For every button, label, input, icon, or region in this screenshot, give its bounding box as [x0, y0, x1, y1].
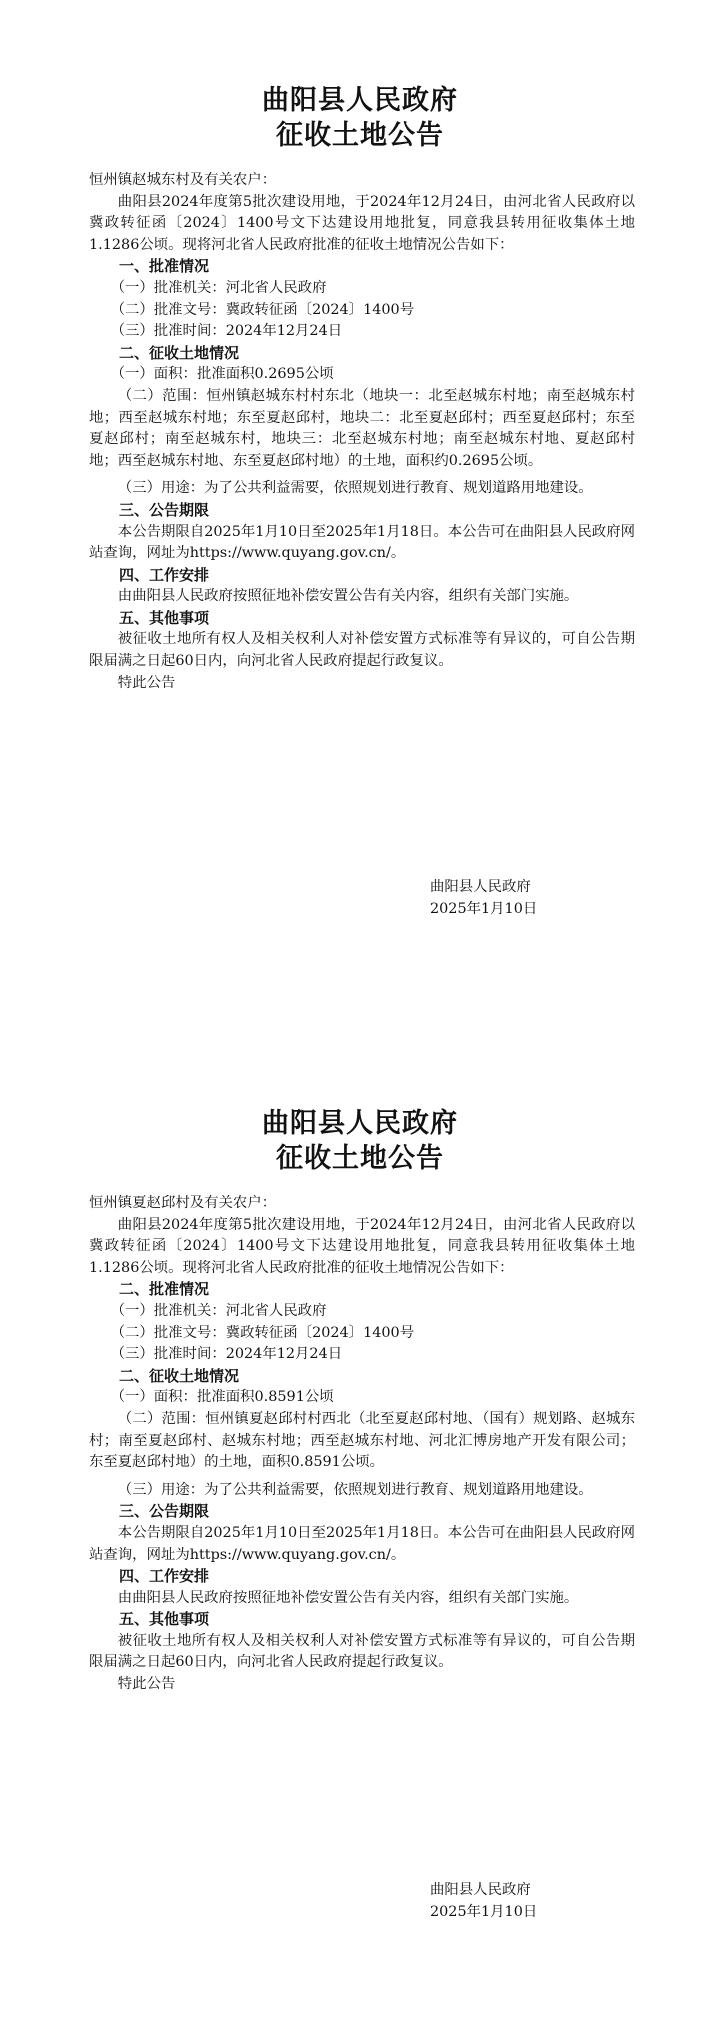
intro-paragraph: 曲阳县2024年度第5批次建设用地，于2024年12月24日，由河北省人民政府以冀政转征函〔2024〕1400号文下达建设用地批复，同意我县转用征收集体土地1.1286公顷。现将河北省人民政府批准的征收土地情况公告如下： [89, 1216, 635, 1276]
other-matters-text: 被征收土地所有权人及相关权利人对补偿安置方式标准等有异议的，可自公告期限届满之日起60日内，向河北省人民政府提起行政复议。 [89, 631, 635, 670]
section-heading: 二、征收土地情况 [119, 1366, 240, 1385]
land-scope: （二）范围：恒州镇赵城东村村东北（地块一：北至赵城东村地；南至赵城东村地；西至赵城东村地；东至夏赵邱村，地块二：北至夏赵邱村；西至夏赵邱村；东至夏赵邱村；南至赵城东村，地块三：北至赵城东村地；南至赵城东村地、夏赵邱村地；西至赵城东村地、东至夏赵邱村地）的土地，面积约0.2695公顷。 [89, 387, 635, 469]
salutation: 恒州镇夏赵邱村及有关农户： [89, 1195, 277, 1211]
section-heading: 二、批准情况 [119, 1280, 210, 1299]
section-heading: 三、公告期限 [119, 500, 210, 519]
notice-body [89, 170, 635, 694]
signature-date: 2025年1月10日 [430, 901, 538, 917]
signer: 曲阳县人民政府 [430, 879, 531, 895]
approval-authority: （一）批准机关：河北省人民政府 [110, 279, 327, 296]
section-heading: 三、公告期限 [119, 1502, 210, 1521]
section-heading: 四、工作安排 [119, 1567, 210, 1586]
notice-body [89, 1193, 635, 1696]
land-scope: （二）范围：恒州镇夏赵邱村村西北（北至夏赵邱村地、（国有）规划路、赵城东村；南至夏赵邱村、赵城东村地；西至赵城东村地、河北汇博房地产开发有限公司；东至夏赵邱村地）的土地，面积0.8591公顷。 [89, 1410, 635, 1471]
notice-title-line2: 征收土地公告 [276, 1143, 444, 1174]
closing-text: 特此公告 [117, 674, 176, 691]
notice-period-text: 本公告期限自2025年1月10日至2025年1月18日。本公告可在曲阳县人民政府网站查询，网址为https://www.quyang.gov.cn/。 [89, 1524, 635, 1563]
salutation: 恒州镇赵城东村及有关农户： [89, 172, 277, 188]
land-use: （三）用途：为了公共利益需要，依照规划进行教育、规划道路用地建设。 [117, 1481, 593, 1498]
section-heading: 五、其他事项 [119, 608, 210, 627]
approval-authority: （一）批准机关：河北省人民政府 [110, 1302, 327, 1319]
other-matters-text: 被征收土地所有权人及相关权利人对补偿安置方式标准等有异议的，可自公告期限届满之日起60日内，向河北省人民政府提起行政复议。 [89, 1632, 635, 1671]
notice-title-line1: 曲阳县人民政府 [262, 85, 458, 116]
section-heading: 二、征收土地情况 [119, 343, 240, 362]
land-use: （三）用途：为了公共利益需要，依照规划进行教育、规划道路用地建设。 [117, 480, 593, 497]
closing-text: 特此公告 [117, 1676, 176, 1693]
notice-2 [0, 1023, 720, 2023]
approval-date: （三）批准时间：2024年12月24日 [110, 1346, 343, 1363]
approval-date: （三）批准时间：2024年12月24日 [110, 323, 343, 340]
section-heading: 一、批准情况 [119, 257, 210, 276]
land-area: （一）面积：批准面积0.2695公顷 [110, 366, 334, 383]
land-area: （一）面积：批准面积0.8591公顷 [110, 1389, 334, 1406]
approval-document-number: （二）批准文号：冀政转征函〔2024〕1400号 [110, 1324, 415, 1341]
work-arrangement-text: 由曲阳县人民政府按照征地补偿安置公告有关内容，组织有关部门实施。 [117, 588, 579, 605]
approval-document-number: （二）批准文号：冀政转征函〔2024〕1400号 [110, 301, 415, 318]
notice-period-text: 本公告期限自2025年1月10日至2025年1月18日。本公告可在曲阳县人民政府网站查询，网址为https://www.quyang.gov.cn/。 [89, 523, 635, 562]
signature-date: 2025年1月10日 [430, 1904, 538, 1920]
work-arrangement-text: 由曲阳县人民政府按照征地补偿安置公告有关内容，组织有关部门实施。 [117, 1589, 579, 1606]
notice-title-line2: 征收土地公告 [276, 120, 444, 151]
notice-1 [0, 0, 720, 1000]
notice-title-line1: 曲阳县人民政府 [262, 1108, 458, 1139]
intro-paragraph: 曲阳县2024年度第5批次建设用地，于2024年12月24日，由河北省人民政府以冀政转征函〔2024〕1400号文下达建设用地批复，同意我县转用征收集体土地1.1286公顷。现将河北省人民政府批准的征收土地情况公告如下： [89, 193, 635, 253]
section-heading: 五、其他事项 [119, 1610, 210, 1629]
signer: 曲阳县人民政府 [430, 1882, 531, 1898]
section-heading: 四、工作安排 [119, 565, 210, 584]
